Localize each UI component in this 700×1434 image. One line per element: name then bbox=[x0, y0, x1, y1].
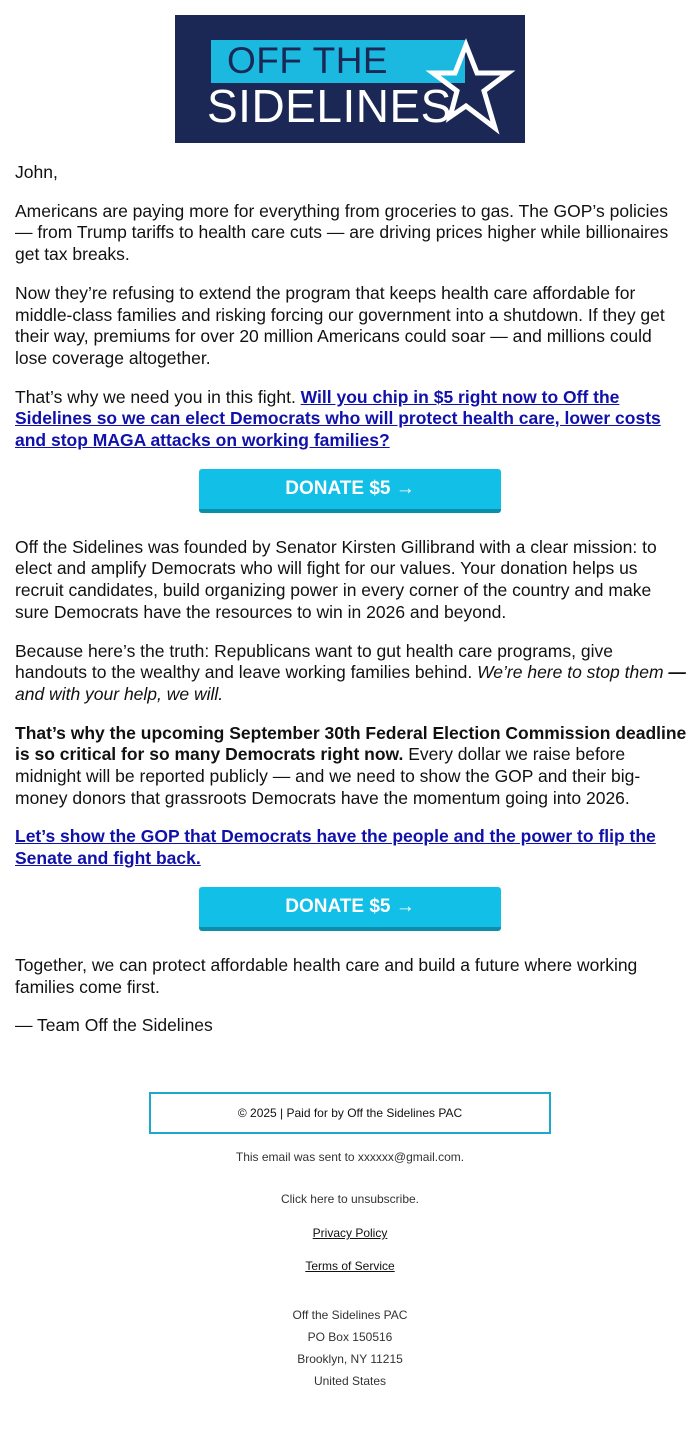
address-line: United States bbox=[313, 1374, 387, 1388]
paragraph-5-italic-end: and with your help, we will. bbox=[15, 683, 224, 704]
paragraph-4: Off the Sidelines was founded by Senator Kirsten Gillibrand with a clear mission: to elect and amplify Democrats who will fight for our values. Your donation helps us recruit candidates, build organizing power in every corner of the country and make sure Democrats have the resources to win in 2026 and beyond. bbox=[15, 536, 657, 622]
logo[interactable] bbox=[175, 15, 525, 143]
paragraph-5-dash: — bbox=[663, 662, 686, 683]
paragraph-2: Now they’re refusing to extend the program that keeps health care affordable for middle-class families and risking forcing our government into a shutdown. If they get their way, premiums for over 20 million Americans could soar — and millions could lose coverage altogether. bbox=[15, 282, 665, 368]
paid-for-box: © 2025 | Paid for by Off the Sidelines PAC bbox=[149, 1092, 551, 1134]
address-line: PO Box 150516 bbox=[307, 1330, 393, 1344]
paragraph-3 bbox=[15, 387, 687, 452]
logo-line-2: SIDELINES bbox=[207, 80, 452, 132]
terms-of-service-link[interactable]: Terms of Service bbox=[305, 1259, 395, 1273]
chip-in-link[interactable]: Will you chip in $5 right now to Off the Sidelines so we can elect Democrats who will protect health care, lower costs and stop MAGA attacks on working families? bbox=[15, 386, 661, 451]
footer bbox=[0, 1092, 700, 1392]
sent-to-text: This email was sent to xxxxxx@gmail.com. bbox=[235, 1150, 465, 1164]
logo-line-1: OFF THE bbox=[227, 40, 389, 81]
paragraph-1: Americans are paying more for everything from groceries to gas. The GOP’s policies — from Trump tariffs to health care cuts — are driving prices higher while billionaires get tax breaks. bbox=[15, 200, 669, 265]
unsubscribe-link[interactable]: Click here to unsubscribe. bbox=[280, 1192, 420, 1206]
paragraph-8: Together, we can protect affordable health care and build a future where working families come first. bbox=[15, 954, 638, 997]
logo-banner bbox=[175, 15, 525, 143]
paragraph-5-lead: Because here’s the truth: Republicans want to gut health care programs, give handouts to the wealthy and leave working families behind. bbox=[15, 640, 613, 683]
email-body bbox=[15, 162, 687, 1054]
fec-deadline-text: That’s why the upcoming September 30th Federal Election Commission deadline is so critical for so many Democrats right now. bbox=[15, 722, 687, 765]
donate-row-2 bbox=[15, 887, 687, 933]
paragraph-3-lead: That’s why we need you in this fight. bbox=[15, 386, 301, 407]
signoff: — Team Off the Sidelines bbox=[15, 1015, 213, 1036]
address-line: Off the Sidelines PAC bbox=[292, 1308, 408, 1322]
donate-button-1[interactable]: DONATE $5 → bbox=[199, 469, 501, 513]
donate-button-2[interactable]: DONATE $5 → bbox=[199, 887, 501, 931]
paragraph-7 bbox=[15, 826, 687, 869]
paragraph-5-italic: We’re here to stop them bbox=[477, 662, 664, 683]
mailing-address bbox=[0, 1304, 700, 1392]
flip-senate-link[interactable]: Let’s show the GOP that Democrats have the people and the power to flip the Senate and fight back. bbox=[15, 826, 656, 869]
donate-row-1 bbox=[15, 469, 687, 515]
address-line: Brooklyn, NY 11215 bbox=[297, 1352, 403, 1366]
privacy-policy-link[interactable]: Privacy Policy bbox=[312, 1226, 388, 1240]
star-icon bbox=[175, 15, 525, 143]
paragraph-6 bbox=[15, 723, 687, 810]
paragraph-6-rest: Every dollar we raise before midnight will be reported publicly — and we need to show the GOP and their big-money donors that grassroots Democrats have the momentum going into 2026. bbox=[15, 744, 641, 808]
paragraph-5 bbox=[15, 641, 687, 706]
greeting: John, bbox=[15, 162, 58, 182]
